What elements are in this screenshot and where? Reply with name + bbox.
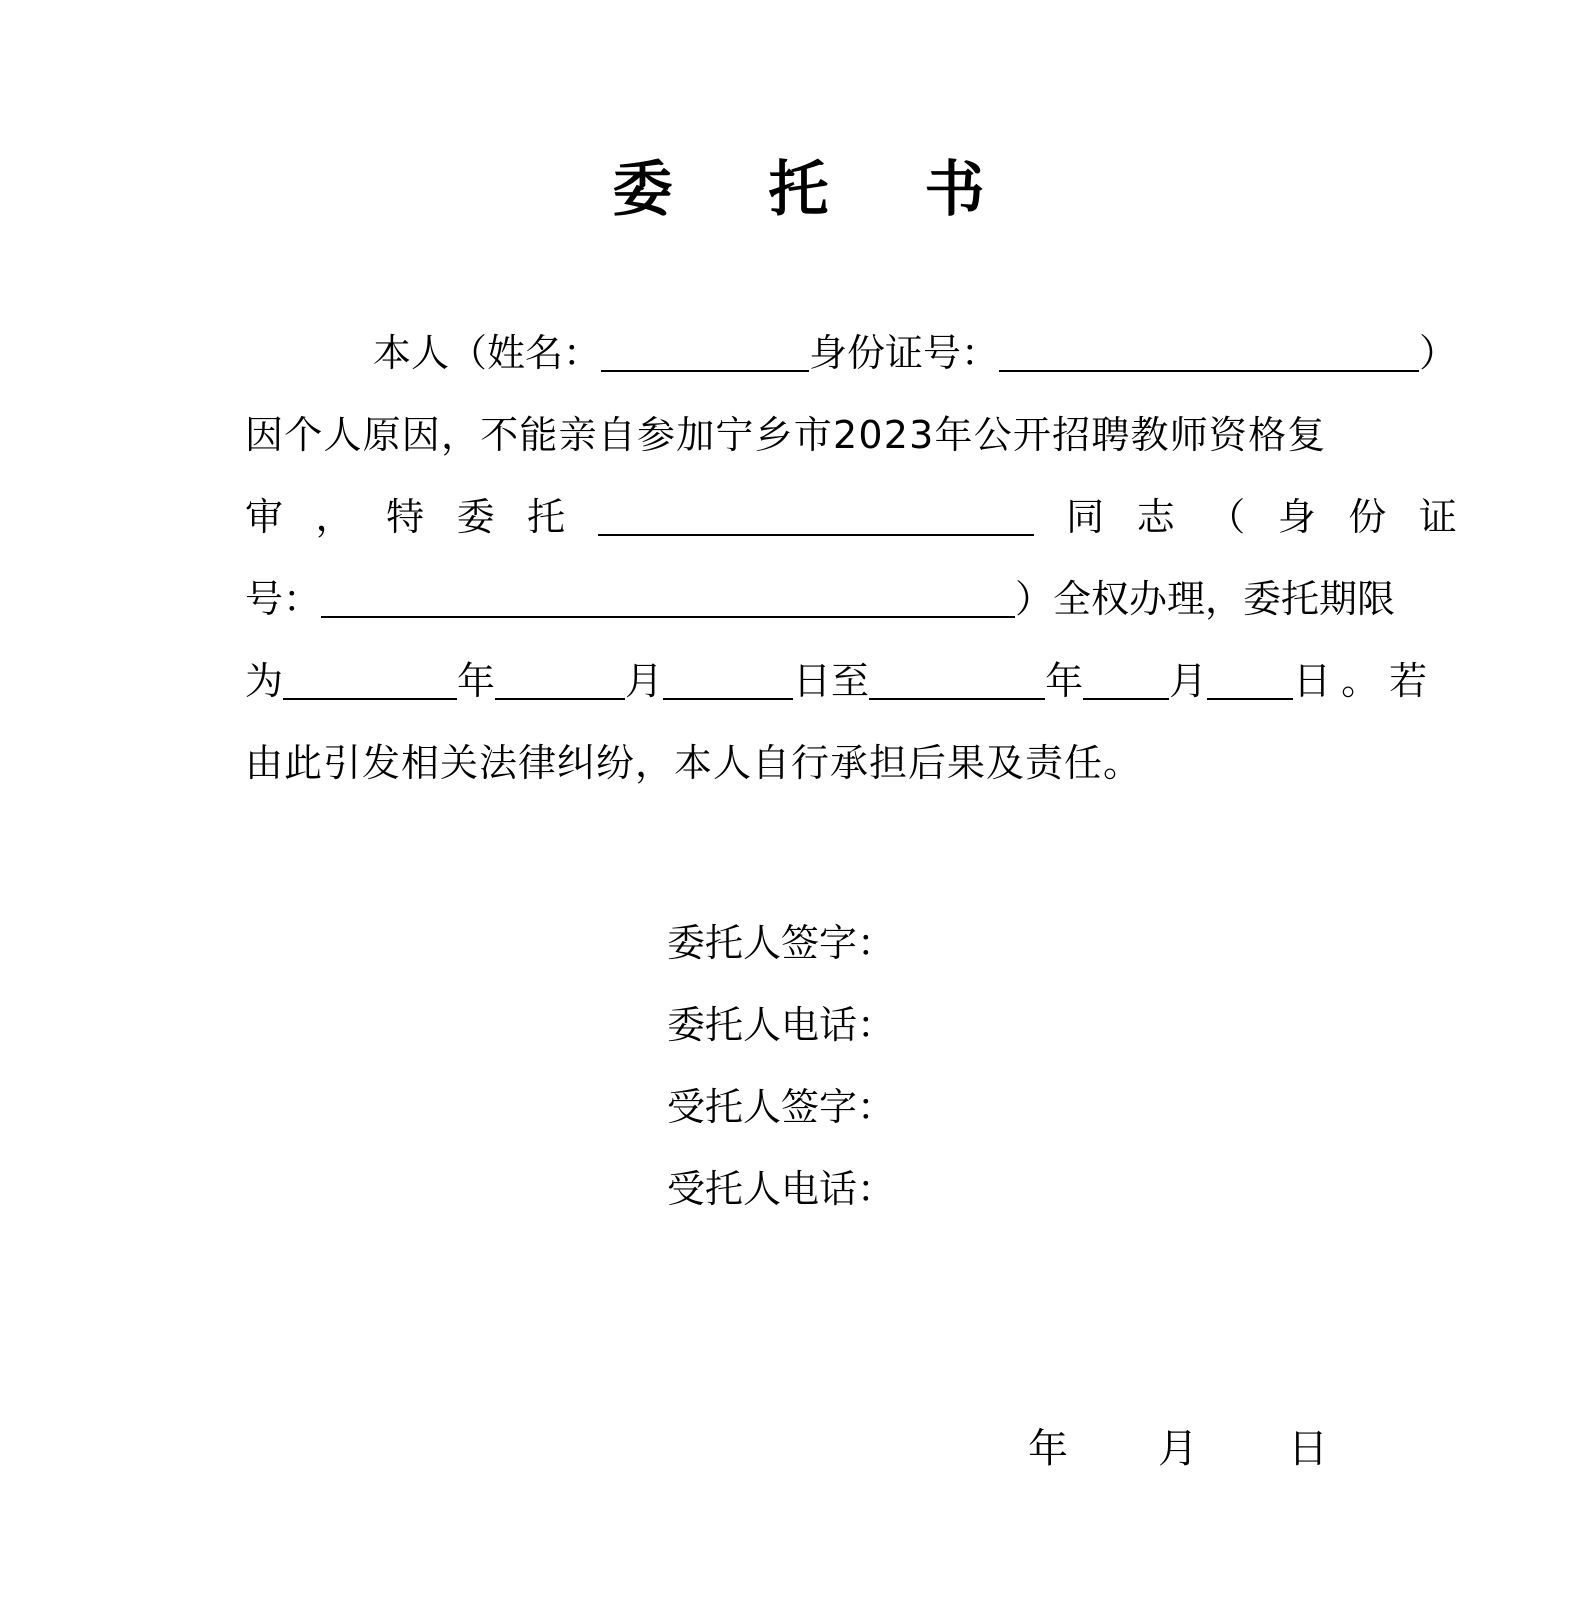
body-text: ） (1418, 331, 1457, 375)
body-text: 志 (1136, 495, 1175, 539)
agent-name-blank[interactable] (598, 494, 1034, 536)
sign-date (1028, 1424, 1328, 1474)
title-char: 托 (768, 155, 829, 225)
agent-id-number-blank[interactable] (321, 576, 1015, 618)
body-text: 托 (527, 495, 566, 539)
date-month-label: 月 (1158, 1426, 1198, 1472)
body-text: 份 (1348, 495, 1387, 539)
body-text: 为 (245, 659, 284, 703)
body-text: ， (315, 495, 354, 539)
document-title (0, 150, 1587, 230)
body-text: 委 (456, 495, 495, 539)
end-month-blank[interactable] (1083, 658, 1169, 700)
body-text: 号： (245, 577, 322, 621)
body-text: 日至 (793, 659, 870, 703)
body-text: 由此引发相关法律纠纷，本人自行承担后果及责任。 (245, 741, 1143, 785)
body-text: （ (1207, 495, 1246, 539)
start-day-blank[interactable] (663, 658, 793, 700)
body-line-4 (245, 568, 1457, 624)
body-text: 特 (386, 495, 425, 539)
body-text: 因个人原因，不能亲自参加宁乡市2023年公开招聘教师资格复 (245, 413, 1327, 457)
principal-signature-label: 委托人签字： (667, 921, 896, 965)
body-line-2 (245, 404, 1457, 460)
body-text: 年 (1045, 659, 1084, 703)
agent-signature-label: 受托人签字： (667, 1085, 896, 1129)
title-char: 书 (924, 155, 985, 225)
body-text: 身份证号： (809, 331, 1000, 375)
body-text: 身 (1277, 495, 1316, 539)
body-text: 月 (625, 659, 664, 703)
body-text: 年 (457, 659, 496, 703)
body-text: ）全权办理，委托期限 (1015, 577, 1396, 621)
body-text: 同 (1066, 495, 1105, 539)
body-text: 本人（姓名： (373, 331, 602, 375)
agent-phone-label: 受托人电话： (667, 1167, 896, 1211)
id-number-blank[interactable] (999, 330, 1419, 372)
end-day-blank[interactable] (1207, 658, 1293, 700)
body-line-5 (245, 650, 1457, 706)
end-year-blank[interactable] (869, 658, 1045, 700)
principal-phone-label: 委托人电话： (667, 1003, 896, 1047)
body-line-3 (245, 486, 1457, 542)
body-text: 证 (1418, 495, 1457, 539)
start-month-blank[interactable] (495, 658, 625, 700)
start-year-blank[interactable] (283, 658, 457, 700)
body-line-1 (245, 322, 1457, 378)
body-text: 月 (1169, 659, 1208, 703)
date-year-label: 年 (1028, 1426, 1068, 1472)
date-day-label: 日 (1288, 1426, 1328, 1472)
body-line-6 (245, 732, 1457, 788)
name-blank[interactable] (601, 330, 809, 372)
body-text: 日。若 (1293, 659, 1438, 703)
body-text: 审 (245, 495, 284, 539)
title-char: 委 (612, 155, 673, 225)
